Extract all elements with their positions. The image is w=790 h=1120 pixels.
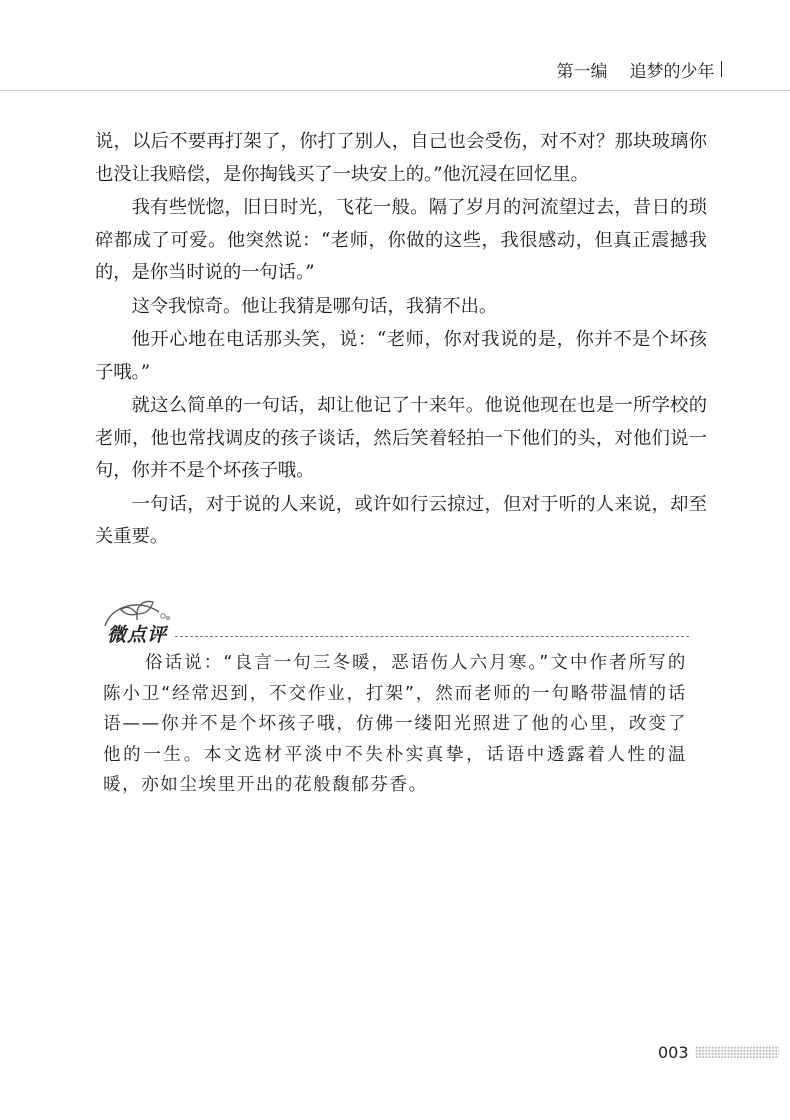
header-chapter-title: 追梦的少年 xyxy=(629,61,715,82)
running-header xyxy=(557,56,723,82)
paragraph: 我有些恍惚，旧日时光，飞花一般。隔了岁月的河流望过去，昔日的琐碎都成了可爱。他突然说：“老师，你做的这些，我很感动，但真正震撼我的，是你当时说的一句话。” xyxy=(95,197,707,283)
paragraph: 就这么简单的一句话，却让他记了十来年。他说他现在也是一所学校的老师，他也常找调皮的孩子谈话，然后笑着轻拍一下他们的头，对他们说一句，你并不是个坏孩子哦。 xyxy=(95,395,707,481)
page-number: 003 xyxy=(658,1042,689,1062)
paragraph: 说，以后不要再打架了，你打了别人，自己也会受伤，对不对？那块玻璃你也没让我赔偿，是你掏钱买了一块安上的。”他沉浸在回忆里。 xyxy=(95,131,707,185)
comment-header xyxy=(97,596,689,648)
header-section-label: 第一编 xyxy=(556,61,608,82)
footer-dot-pattern xyxy=(695,1046,779,1058)
page-footer xyxy=(658,1042,779,1062)
comment-title: 微点评 xyxy=(107,624,168,646)
main-text xyxy=(95,126,707,555)
comment-divider xyxy=(175,636,689,637)
paragraph: 他开心地在电话那头笑，说：“老师，你对我说的是，你并不是个坏孩子哦。” xyxy=(95,329,707,383)
comment-text: 俗话说：“良言一句三冬暖，恶语伤人六月寒。”文中作者所写的陈小卫“经常迟到，不交作业，打架”，然而老师的一句略带温情的话语——你并不是个坏孩子哦，仿佛一缕阳光照进了他的心里，改变了他的一生。本文选材平淡中不失朴实真挚，话语中透露着人性的温暖，亦如尘埃里开出的花般馥郁芬香。 xyxy=(103,653,687,795)
header-separator xyxy=(721,61,723,77)
header-rule xyxy=(0,90,790,91)
paragraph: 这令我惊奇。他让我猜是哪句话，我猜不出。 xyxy=(131,295,498,317)
paragraph: 一句话，对于说的人来说，或许如行云掠过，但对于听的人来说，却至关重要。 xyxy=(95,493,707,547)
